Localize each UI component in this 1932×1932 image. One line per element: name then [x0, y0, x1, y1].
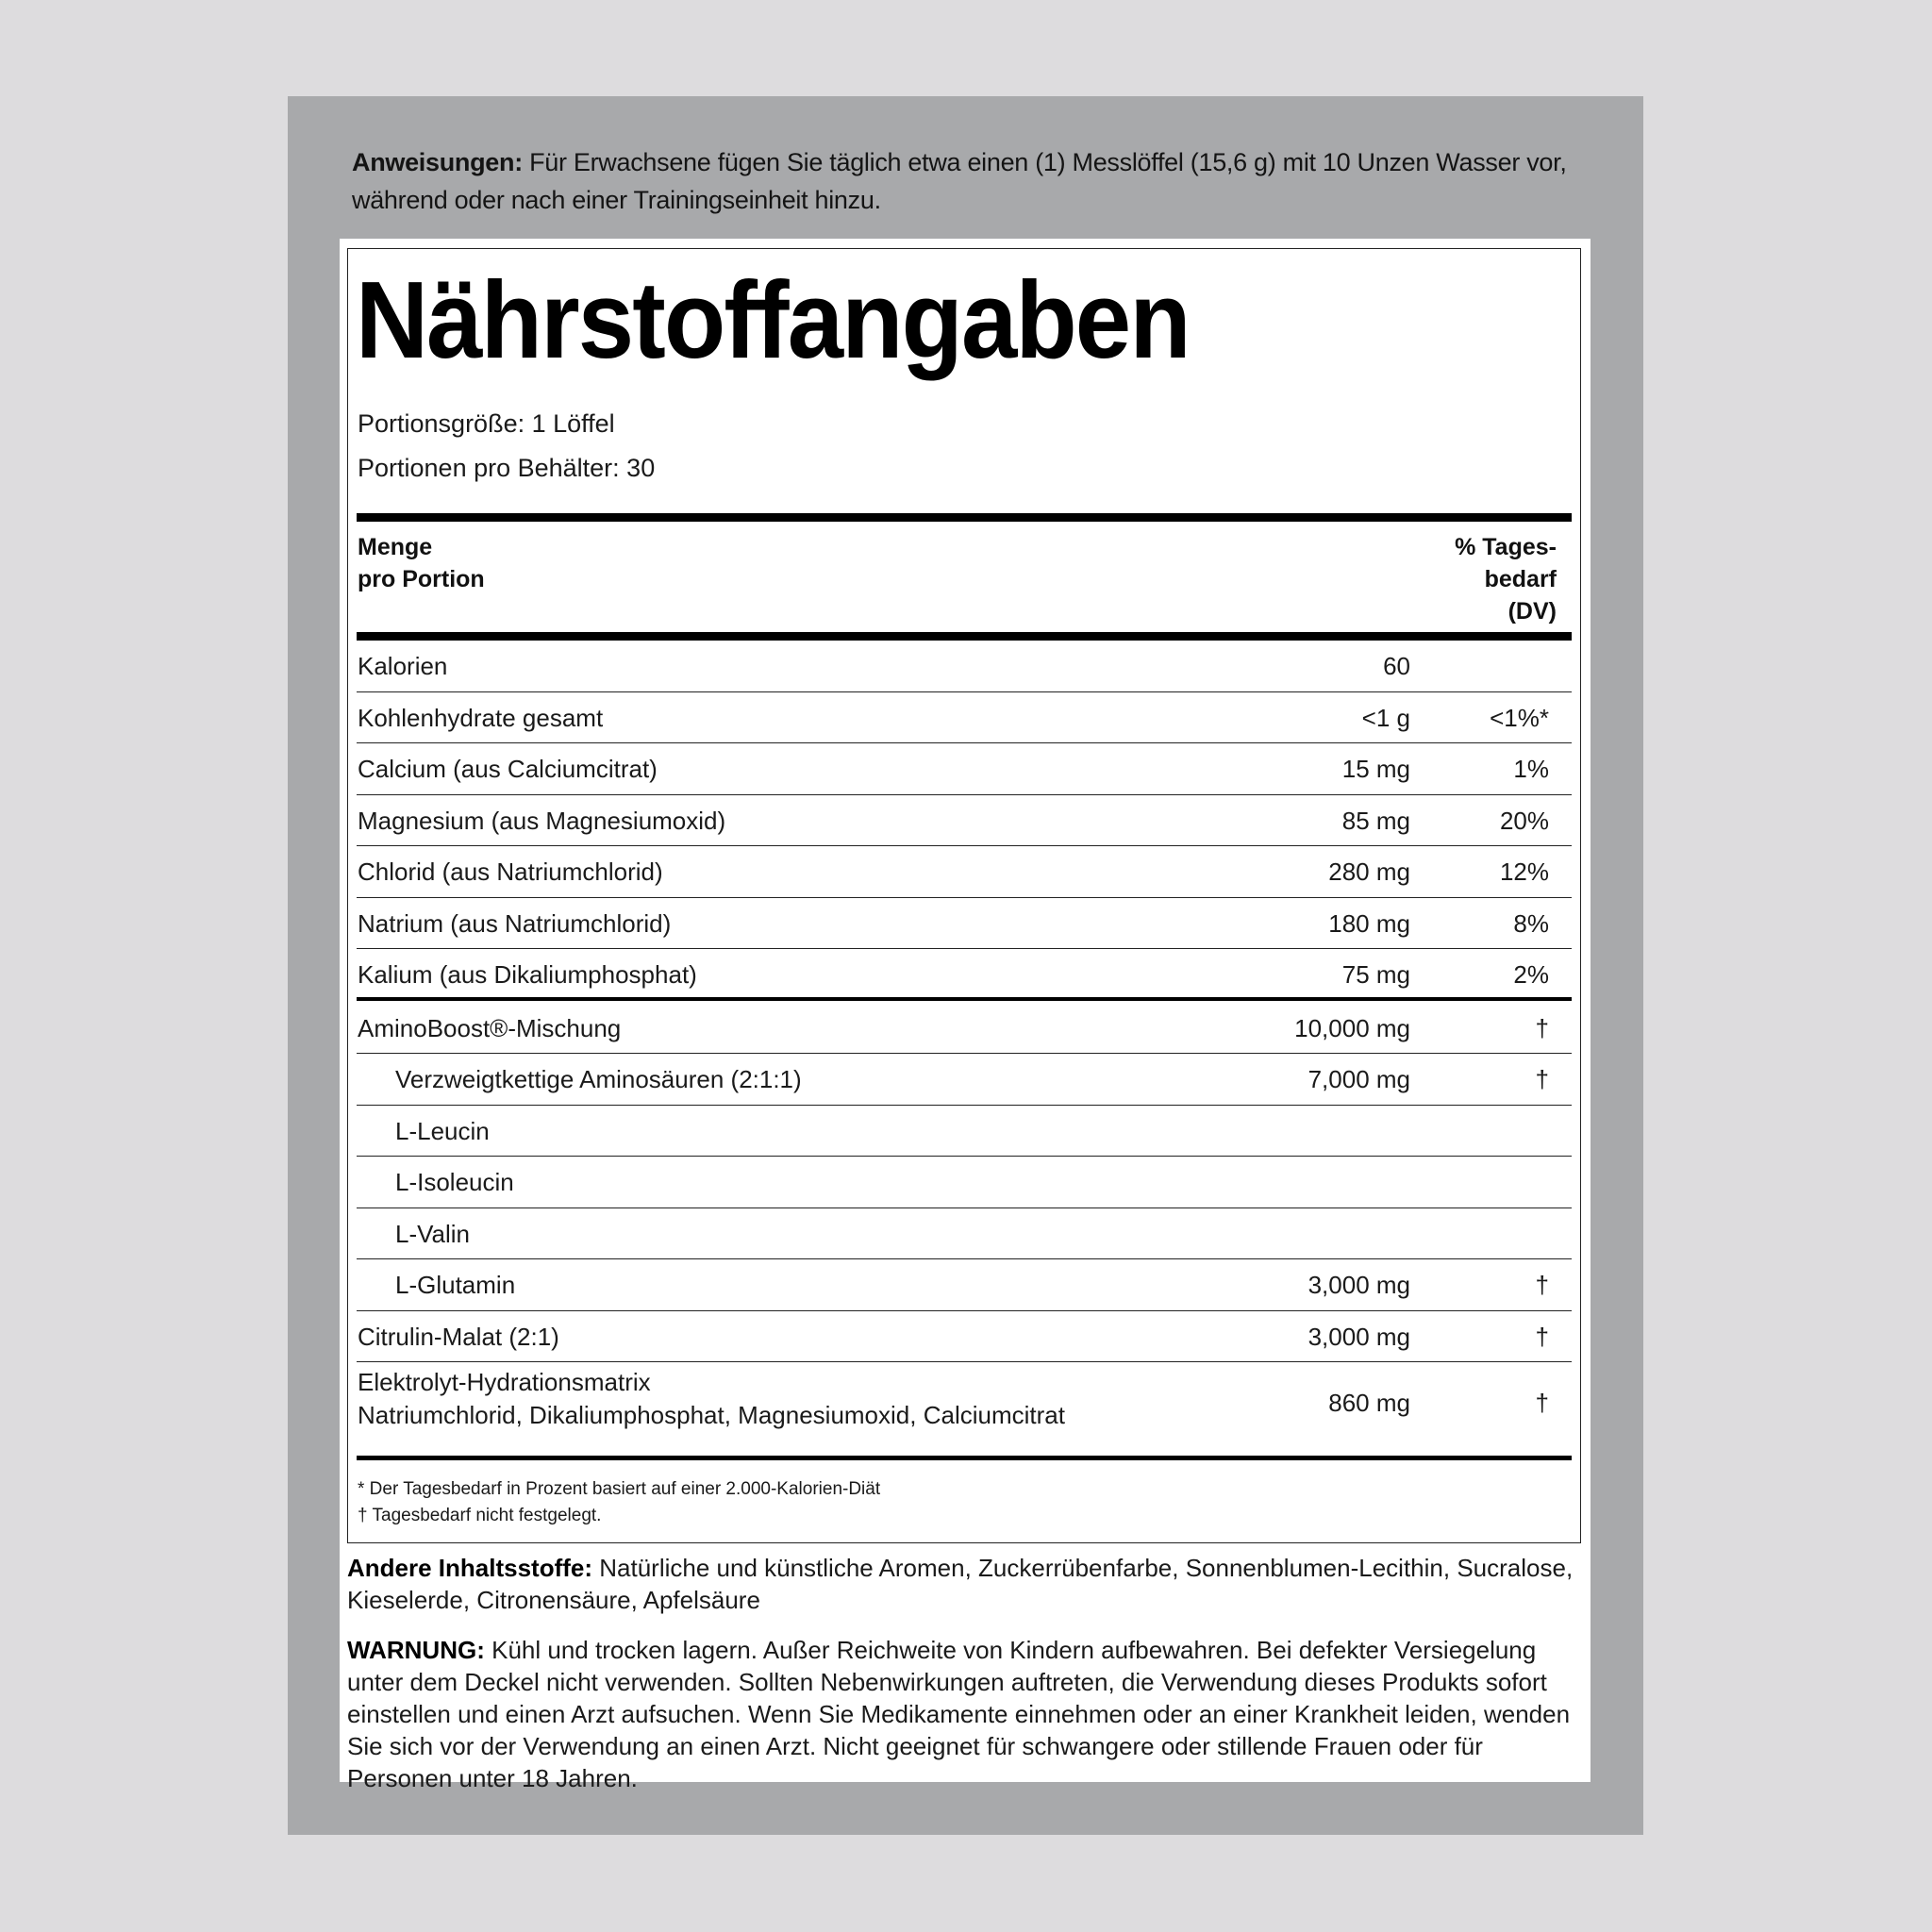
table-row: L-Leucin	[357, 1106, 1572, 1158]
header-daily-value: % Tages- bedarf (DV)	[1455, 534, 1557, 625]
table-row: AminoBoost®-Mischung 10,000 mg †	[357, 1001, 1572, 1054]
table-row: Elektrolyt-Hydrationsmatrix Natriumchlorid, Dikaliumphosphat, Magnesiumoxid, Calciumcitrat 860 mg †	[358, 1368, 1549, 1429]
directions-label: Anweisungen:	[352, 148, 523, 176]
serving-size: Portionsgröße: 1 Löffel	[358, 409, 615, 438]
header-amount: Menge pro Portion	[358, 534, 485, 592]
thick-divider	[357, 632, 1572, 641]
footnotes	[358, 1476, 880, 1529]
table-row: L-Isoleucin	[357, 1157, 1572, 1208]
thick-divider	[357, 513, 1572, 522]
table-row: Magnesium (aus Magnesiumoxid) 85 mg 20%	[357, 795, 1572, 847]
nutrient-table	[357, 641, 1572, 1445]
directions-text	[352, 143, 1597, 219]
table-row: Chlorid (aus Natriumchlorid) 280 mg 12%	[357, 846, 1572, 898]
label-panel	[288, 96, 1643, 1835]
row-subname: Natriumchlorid, Dikaliumphosphat, Magnesiumoxid, Calciumcitrat	[358, 1401, 1065, 1429]
warning-text: WARNUNG: Kühl und trocken lagern. Außer Reichweite von Kindern aufbewahren. Bei defekter Versiegelung unter dem Deckel nicht verwenden. Sollten Nebenwirkungen auftreten, die Verwendung dieses Produkts sofort einstellen und einen Arzt aufsuchen. Wenn Sie Medikamente einnehmen oder an einer Krankheit leiden, wenden Sie sich vor der Verwendung an einen Arzt. Nicht geeignet für schwangere oder stillende Frauen oder für Personen unter 18 Jahren.	[347, 1636, 1571, 1792]
row-name: Elektrolyt-Hydrationsmatrix	[358, 1368, 651, 1396]
table-row: Kalium (aus Dikaliumphosphat) 75 mg 2%	[357, 949, 1572, 1001]
table-row: Natrium (aus Natriumchlorid) 180 mg 8%	[357, 898, 1572, 950]
table-row: Kohlenhydrate gesamt <1 g <1%*	[357, 692, 1572, 744]
table-row: L-Valin	[357, 1208, 1572, 1260]
facts-title: Nährstoffangaben	[356, 258, 1190, 381]
table-row: Calcium (aus Calciumcitrat) 15 mg 1%	[357, 743, 1572, 795]
table-row: Kalorien 60	[357, 641, 1572, 692]
directions-body: Für Erwachsene fügen Sie täglich etwa einen (1) Messlöffel (15,6 g) mit 10 Unzen Wasser vor, während oder nach einer Trainingseinheit hinzu.	[352, 148, 1567, 214]
other-ingredients: Andere Inhaltsstoffe: Natürliche und künstliche Aromen, Zuckerrübenfarbe, Sonnenblumen-Lecithin, Sucralose, Kieselerde, Citronensäure, Apfelsäure	[347, 1554, 1574, 1614]
footnote-asterisk: * Der Tagesbedarf in Prozent basiert auf einer 2.000-Kalorien-Diät	[358, 1479, 881, 1499]
table-row: L-Glutamin 3,000 mg †	[357, 1259, 1572, 1311]
footnote-dagger: † Tagesbedarf nicht festgelegt.	[358, 1506, 602, 1525]
label-card	[340, 239, 1591, 1792]
table-row: Citrulin-Malat (2:1) 3,000 mg †	[357, 1311, 1572, 1363]
servings-per-container: Portionen pro Behälter: 30	[358, 454, 656, 482]
nutrition-facts-box	[347, 248, 1581, 1543]
table-row: Verzweigtkettige Aminosäuren (2:1:1) 7,000 mg †	[357, 1054, 1572, 1106]
bottom-divider	[357, 1456, 1572, 1460]
